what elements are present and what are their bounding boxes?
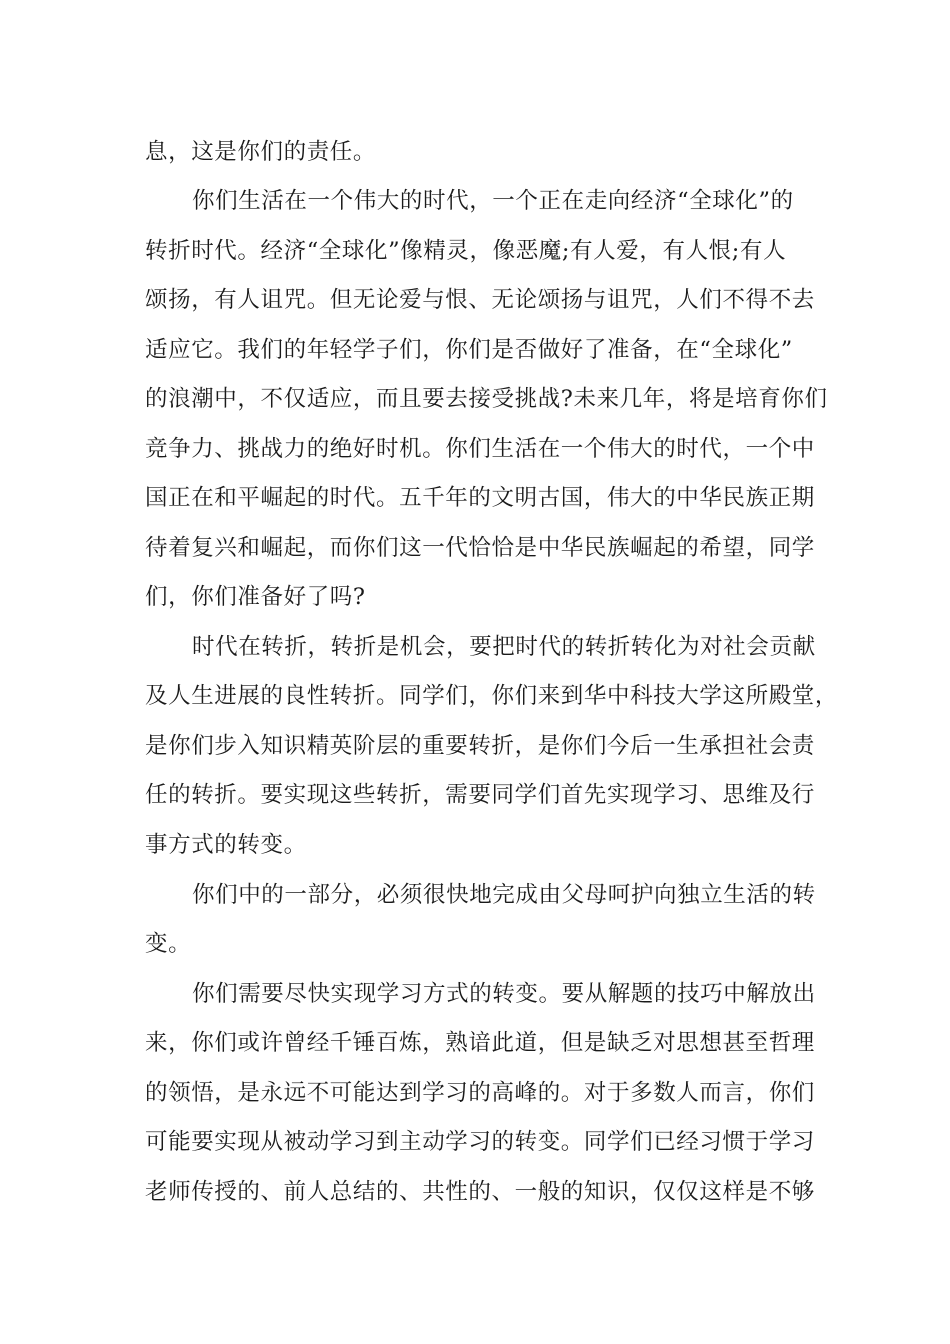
text-line: 变。	[145, 931, 192, 957]
paragraph-start-line: 你们中的一部分，必须很快地完成由父母呵护向独立生活的转	[192, 882, 816, 908]
text-line: 事方式的转变。	[145, 832, 307, 858]
text-line: 息，这是你们的责任。	[145, 139, 377, 165]
paragraph-start-line: 你们需要尽快实现学习方式的转变。要从解题的技巧中解放出	[192, 981, 816, 1007]
text-line: 来，你们或许曾经千锤百炼，熟谙此道，但是缺乏对思想甚至哲理	[145, 1030, 815, 1056]
text-line: 待着复兴和崛起，而你们这一代恰恰是中华民族崛起的希望，同学	[145, 535, 815, 561]
text-line: 竞争力、挑战力的绝好时机。你们生活在一个伟大的时代，一个中	[145, 436, 815, 462]
text-line: 的领悟，是永远不可能达到学习的高峰的。对于多数人而言，你们	[145, 1080, 815, 1106]
paragraph-start-line: 时代在转折，转折是机会，要把时代的转折转化为对社会贡献	[192, 634, 816, 660]
text-line: 国正在和平崛起的时代。五千年的文明古国，伟大的中华民族正期	[145, 485, 815, 511]
text-line: 可能要实现从被动学习到主动学习的转变。同学们已经习惯于学习	[145, 1129, 815, 1155]
text-line: 任的转折。要实现这些转折，需要同学们首先实现学习、思维及行	[145, 782, 815, 808]
text-line: 及人生进展的良性转折。同学们，你们来到华中科技大学这所殿堂，	[145, 683, 839, 709]
text-line: 转折时代。经济“全球化”像精灵，像恶魔;有人爱，有人恨;有人	[145, 238, 787, 264]
paragraph-start-line: 你们生活在一个伟大的时代，一个正在走向经济“全球化”的	[192, 188, 794, 214]
text-line: 适应它。我们的年轻学子们，你们是否做好了准备，在“全球化”	[145, 337, 793, 363]
text-line: 们，你们准备好了吗?	[145, 584, 366, 610]
text-line: 的浪潮中，不仅适应，而且要去接受挑战?未来几年，将是培育你们	[145, 386, 828, 412]
text-line: 颂扬，有人诅咒。但无论爱与恨、无论颂扬与诅咒，人们不得不去	[145, 287, 815, 313]
text-line: 老师传授的、前人总结的、共性的、一般的知识，仅仅这样是不够	[145, 1179, 815, 1205]
text-line: 是你们步入知识精英阶层的重要转折，是你们今后一生承担社会责	[145, 733, 815, 759]
